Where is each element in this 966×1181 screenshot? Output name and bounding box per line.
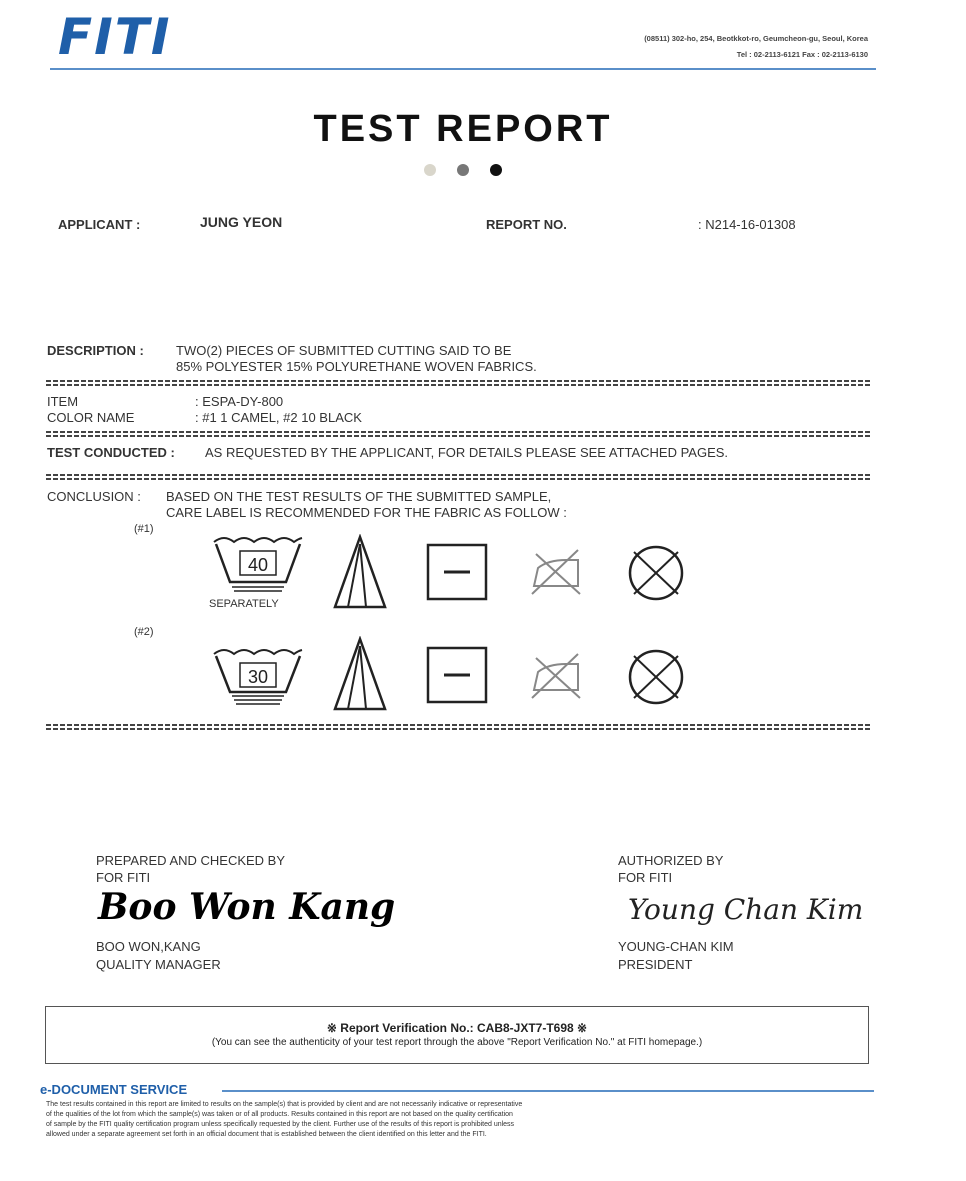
wash-temp-1: 40 <box>247 555 269 575</box>
description-label: DESCRIPTION : <box>47 343 144 358</box>
separator <box>46 474 872 476</box>
wash-tub-icon <box>210 646 306 708</box>
prepared-name: BOO WON,KANG <box>96 939 201 954</box>
do-not-dryclean-icon <box>626 544 686 602</box>
applicant-value: JUNG YEON <box>200 214 283 230</box>
do-not-iron-icon <box>528 546 584 598</box>
test-conducted-value: AS REQUESTED BY THE APPLICANT, FOR DETAILS PLEASE SEE ATTACHED PAGES. <box>205 445 729 460</box>
report-no-value: : N214-16-01308 <box>698 217 796 232</box>
wash-temp-2: 30 <box>247 667 269 687</box>
e-document-service: e-DOCUMENT SERVICE <box>40 1082 188 1097</box>
prepared-line1: PREPARED AND CHECKED BY <box>96 853 286 868</box>
authorized-line2: FOR FITI <box>618 870 673 885</box>
header-tel-fax: Tel : 02-2113-6121 Fax : 02-2113-6130 <box>736 50 868 59</box>
separator <box>46 431 872 433</box>
conclusion-line2: CARE LABEL IS RECOMMENDED FOR THE FABRIC AS FOLLOW : <box>166 505 567 520</box>
test-conducted-label: TEST CONDUCTED : <box>47 445 175 460</box>
page-title: TEST REPORT <box>313 108 613 150</box>
item-label: ITEM <box>47 394 79 409</box>
verification-box <box>45 1006 869 1064</box>
description-line1: TWO(2) PIECES OF SUBMITTED CUTTING SAID TO BE <box>176 343 512 358</box>
dry-flat-icon <box>426 646 488 704</box>
bleach-triangle-icon <box>332 636 388 712</box>
conclusion-line1: BASED ON THE TEST RESULTS OF THE SUBMITTED SAMPLE, <box>166 489 552 504</box>
header-address: (08511) 302-ho, 254, Beotkkot-ro, Geumcheon-gu, Seoul, Korea <box>644 34 868 43</box>
disclaimer-line: allowed under a separate agreement set forth in an official document that is established between the client identified on this letter and the FITI. <box>46 1131 487 1138</box>
authorized-name: YOUNG-CHAN KIM <box>618 939 734 954</box>
authorized-signature: Young Chan Kim <box>628 893 864 926</box>
title-dot-3 <box>490 164 502 176</box>
applicant-label: APPLICANT : <box>58 217 141 232</box>
disclaimer-line: The test results contained in this report are limited to results on the sample(s) that is provided by client and are not necessarily indicative or representative <box>46 1101 523 1108</box>
prepared-role: QUALITY MANAGER <box>96 957 221 972</box>
color-name-value: : #1 1 CAMEL, #2 10 BLACK <box>195 410 362 425</box>
footer-divider <box>222 1090 874 1092</box>
do-not-iron-icon <box>528 650 584 702</box>
report-no-label: REPORT NO. <box>486 217 567 232</box>
wash-tub-icon <box>210 534 306 596</box>
description-line2: 85% POLYESTER 15% POLYURETHANE WOVEN FABRICS. <box>176 359 537 374</box>
care-note-1: SEPARATELY <box>209 598 279 610</box>
separator <box>46 724 872 726</box>
bleach-triangle-icon <box>332 534 388 610</box>
dry-flat-icon <box>426 543 488 601</box>
color-name-label: COLOR NAME <box>47 410 135 425</box>
do-not-dryclean-icon <box>626 648 686 706</box>
fiti-logo: FITI <box>58 8 172 66</box>
footer-disclaimer <box>46 1100 746 1140</box>
separator <box>46 380 872 382</box>
verification-note: (You can see the authenticity of your test report through the above "Report Verification No." at FITI homepage.) <box>211 1037 703 1048</box>
title-dot-1 <box>424 164 436 176</box>
verification-number: ※ Report Verification No.: CAB8-JXT7-T698 ※ <box>326 1021 588 1035</box>
authorized-line1: AUTHORIZED BY <box>618 853 724 868</box>
prepared-line2: FOR FITI <box>96 870 151 885</box>
header-divider <box>50 68 876 70</box>
item-value: : ESPA-DY-800 <box>195 394 284 409</box>
title-dot-2 <box>457 164 469 176</box>
disclaimer-line: of sample by the FITI quality certification program unless specifically requested by the client. Further use of the results of this report is prohibited unless <box>46 1121 515 1128</box>
conclusion-label: CONCLUSION : <box>47 489 141 504</box>
care-label-tag-2: (#2) <box>134 626 154 638</box>
care-label-tag-1: (#1) <box>134 523 154 535</box>
disclaimer-line: of the qualities of the lot from which the sample(s) was taken or of all products. Results contained in this report are not based on the quality certification <box>46 1111 513 1118</box>
authorized-role: PRESIDENT <box>618 957 693 972</box>
prepared-signature: Boo Won Kang <box>98 886 396 928</box>
